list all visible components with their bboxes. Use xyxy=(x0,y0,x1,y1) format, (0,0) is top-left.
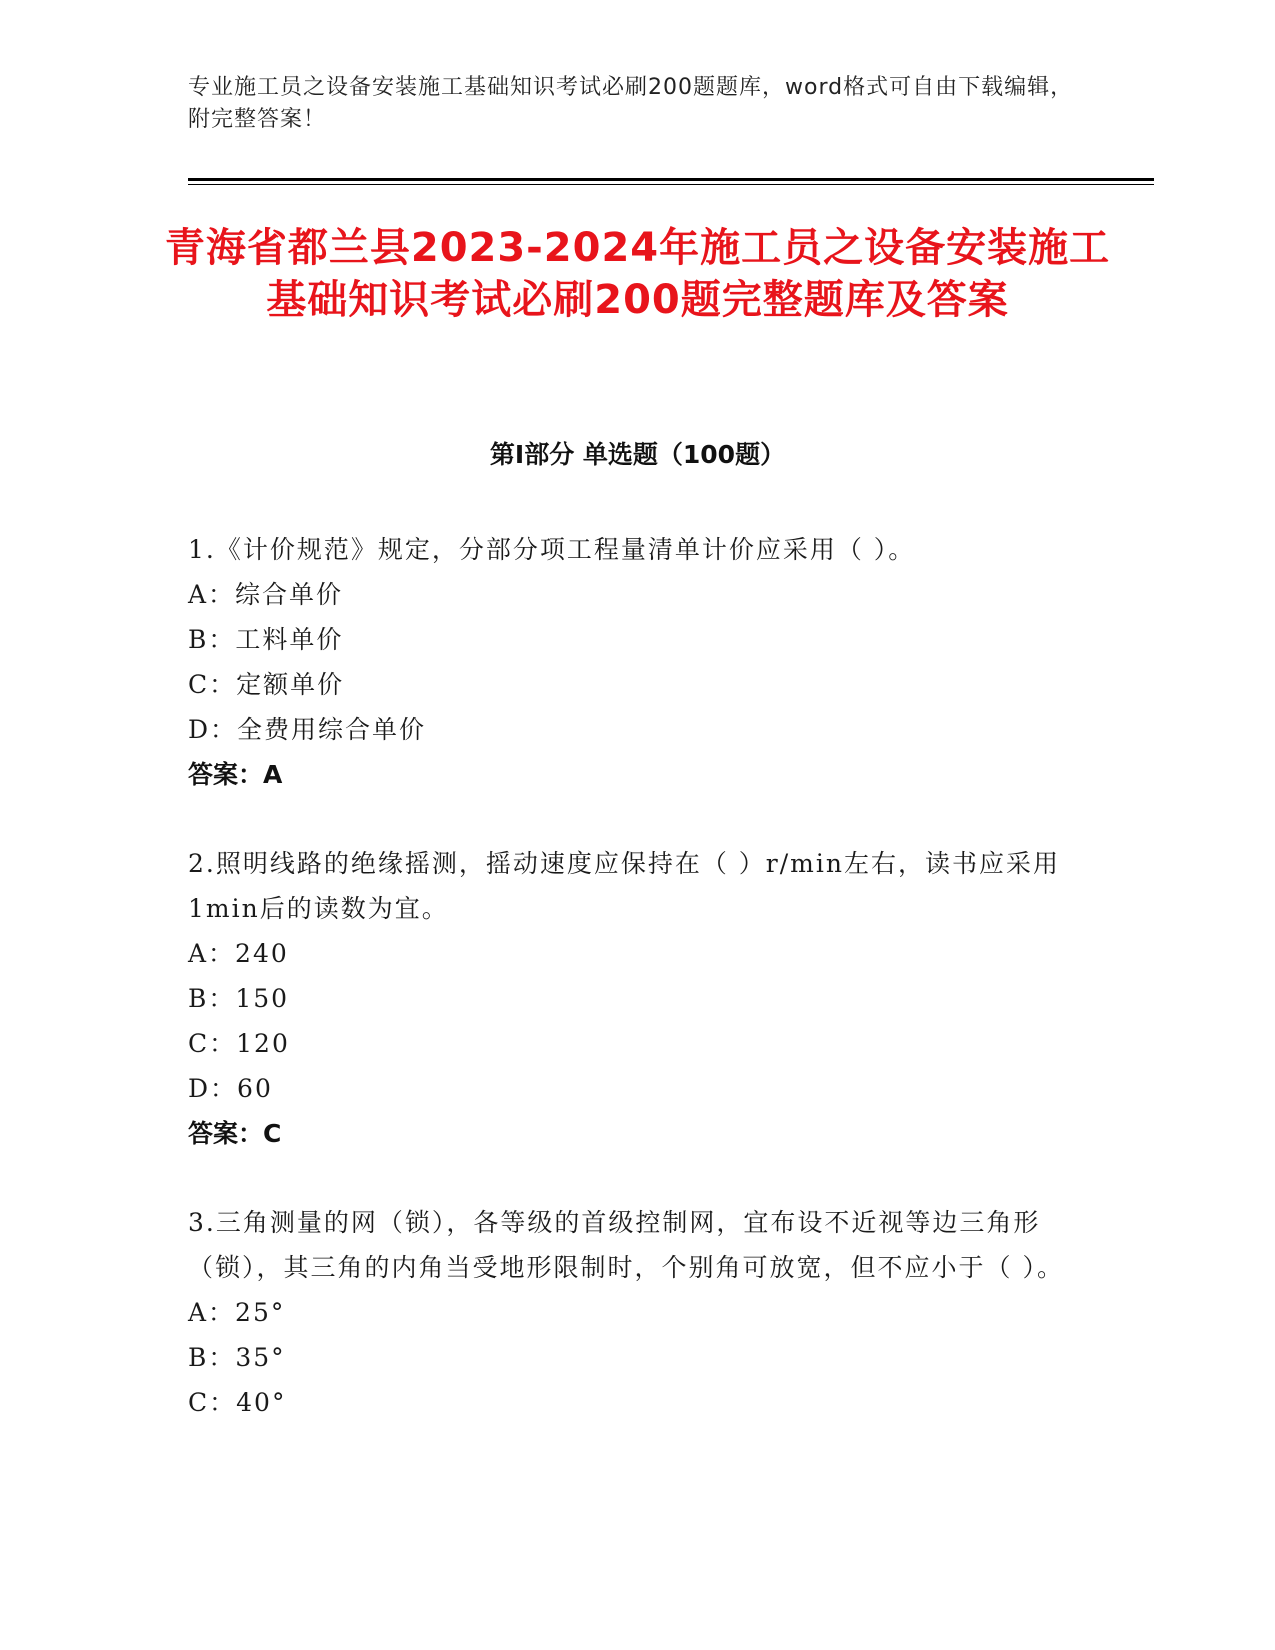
option-c: C：120 xyxy=(188,1029,290,1058)
option-d: D：全费用综合单价 xyxy=(188,715,427,744)
answer-line: 答案：A xyxy=(188,760,283,789)
question-1 xyxy=(188,527,1068,797)
question-stem: 3.三角测量的网（锁），各等级的首级控制网，宜布设不近视等边三角形（锁），其三角的内角当受地形限制时，个别角可放宽，但不应小于（ ）。 xyxy=(188,1208,1064,1282)
option-a: A：25° xyxy=(188,1298,286,1327)
option-b: B：150 xyxy=(188,984,290,1013)
question-stem: 1.《计价规范》规定，分部分项工程量清单计价应采用（ ）。 xyxy=(188,535,916,564)
option-b: B：35° xyxy=(188,1343,286,1372)
option-b: B：工料单价 xyxy=(188,625,344,654)
header-divider-thin xyxy=(188,184,1154,185)
section-heading: 第Ⅰ部分 单选题（100题） xyxy=(489,440,786,469)
question-stem: 2.照明线路的绝缘摇测，摇动速度应保持在（ ）r/min左右，读书应采用1min后的读数为宜。 xyxy=(188,849,1060,923)
header-note: 专业施工员之设备安装施工基础知识考试必刷200题题库，word格式可自由下载编辑，附完整答案！ xyxy=(188,75,1074,132)
question-3 xyxy=(188,1200,1068,1425)
option-c: C：40° xyxy=(188,1388,287,1417)
question-list xyxy=(188,527,1068,1469)
header-divider-thick xyxy=(188,178,1154,181)
option-a: A：240 xyxy=(188,939,289,968)
question-2 xyxy=(188,841,1068,1156)
option-a: A：综合单价 xyxy=(188,580,344,609)
document-title: 青海省都兰县2023-2024年施工员之设备安装施工基础知识考试必刷200题完整题库及答案 xyxy=(164,225,1111,323)
answer-line: 答案：C xyxy=(188,1119,282,1148)
option-c: C：定额单价 xyxy=(188,670,345,699)
option-d: D：60 xyxy=(188,1074,273,1103)
